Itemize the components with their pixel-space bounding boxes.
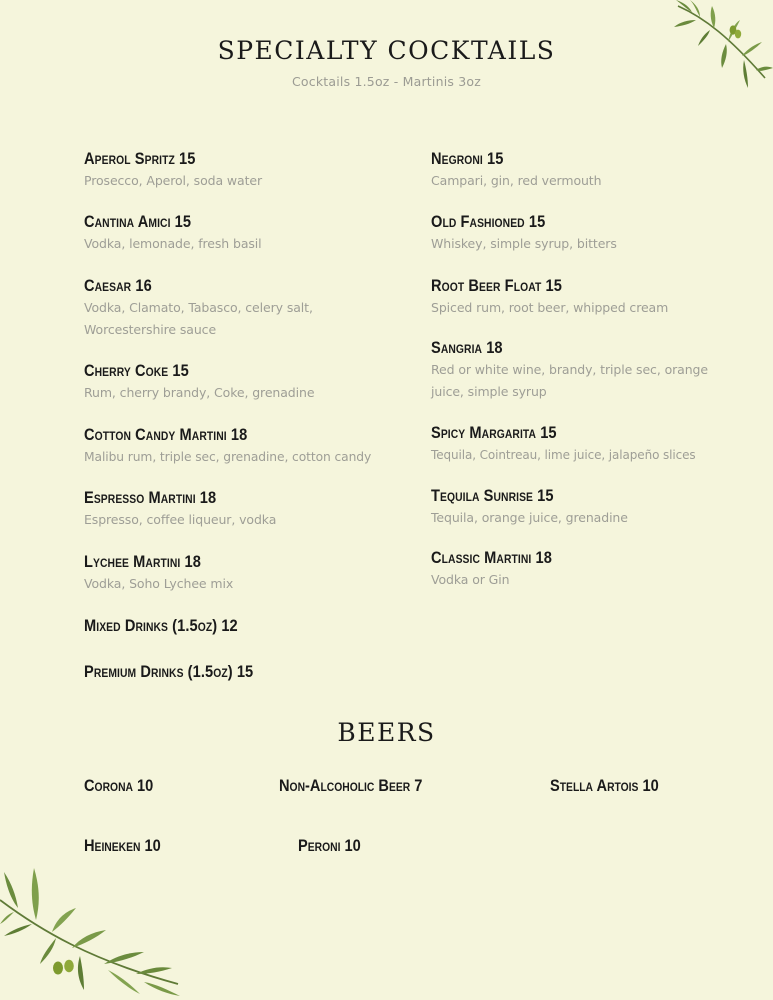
menu-item — [431, 485, 731, 547]
beer-item: Non-Alcoholic Beer 7 — [279, 776, 423, 795]
item-name: Old Fashioned 15 — [431, 212, 546, 231]
item-name: Lychee Martini 18 — [84, 552, 201, 571]
item-name: Sangria 18 — [431, 338, 503, 357]
beer-item: Corona 10 — [84, 776, 154, 795]
item-name: Classic Martini 18 — [431, 548, 552, 567]
menu-item — [431, 337, 731, 422]
item-name: Cherry Coke 15 — [84, 361, 189, 380]
beer-item: Peroni 10 — [298, 836, 361, 855]
menu-subtitle: Cocktails 1.5oz - Martinis 3oz — [291, 74, 482, 89]
item-name: Caesar 16 — [84, 276, 152, 295]
menu-item — [84, 661, 414, 691]
item-name: Mixed Drinks (1.5oz) 12 — [84, 616, 238, 635]
menu-item — [84, 211, 414, 275]
beer-item: Stella Artois 10 — [550, 776, 659, 795]
item-name: Negroni 15 — [431, 149, 504, 168]
cocktail-column-left — [84, 148, 414, 691]
item-description: Whiskey, simple syrup, bitters — [431, 236, 617, 251]
item-description: Rum, cherry brandy, Coke, grenadine — [84, 385, 315, 400]
item-description: Prosecco, Aperol, soda water — [84, 173, 263, 188]
item-name: Espresso Martini 18 — [84, 488, 217, 507]
item-name: Premium Drinks (1.5oz) 15 — [84, 662, 254, 681]
menu-item — [431, 547, 731, 607]
beers-heading: BEERS — [337, 718, 436, 747]
menu-item — [84, 275, 414, 360]
beer-item: Heineken 10 — [84, 836, 161, 855]
item-name: Cantina Amici 15 — [84, 212, 192, 231]
item-description: Red or white wine, brandy, triple sec, orange juice, simple syrup — [431, 362, 708, 399]
menu-item — [431, 211, 731, 275]
item-description: Campari, gin, red vermouth — [431, 173, 602, 188]
item-name: Aperol Spritz 15 — [84, 149, 196, 168]
item-description: Espresso, coffee liqueur, vodka — [84, 512, 277, 527]
menu-item — [84, 487, 414, 551]
menu-item — [84, 551, 414, 615]
item-description: Spiced rum, root beer, whipped cream — [431, 300, 669, 315]
item-description: Vodka, lemonade, fresh basil — [84, 236, 262, 251]
olive-branch-icon — [0, 860, 185, 1000]
item-description: Malibu rum, triple sec, grenadine, cotton candy — [84, 450, 372, 464]
cocktail-column-right — [431, 148, 731, 607]
item-description: Vodka, Soho Lychee mix — [84, 576, 234, 591]
item-name: Tequila Sunrise 15 — [431, 486, 554, 505]
menu-item — [84, 148, 414, 211]
menu-item — [84, 360, 414, 424]
menu-item — [431, 422, 731, 485]
menu-item — [84, 615, 414, 661]
menu-item — [84, 424, 414, 487]
menu-title: SPECIALTY COCKTAILS — [217, 36, 556, 65]
item-name: Cotton Candy Martini 18 — [84, 425, 248, 444]
menu-item — [431, 148, 731, 211]
item-name: Spicy Margarita 15 — [431, 423, 557, 442]
menu-item — [431, 275, 731, 337]
item-description: Vodka, Clamato, Tabasco, celery salt, Worcestershire sauce — [84, 300, 313, 337]
item-description: Vodka or Gin — [431, 572, 510, 587]
item-description: Tequila, orange juice, grenadine — [431, 510, 628, 525]
item-description: Tequila, Cointreau, lime juice, jalapeño slices — [431, 448, 696, 462]
item-name: Root Beer Float 15 — [431, 276, 562, 295]
